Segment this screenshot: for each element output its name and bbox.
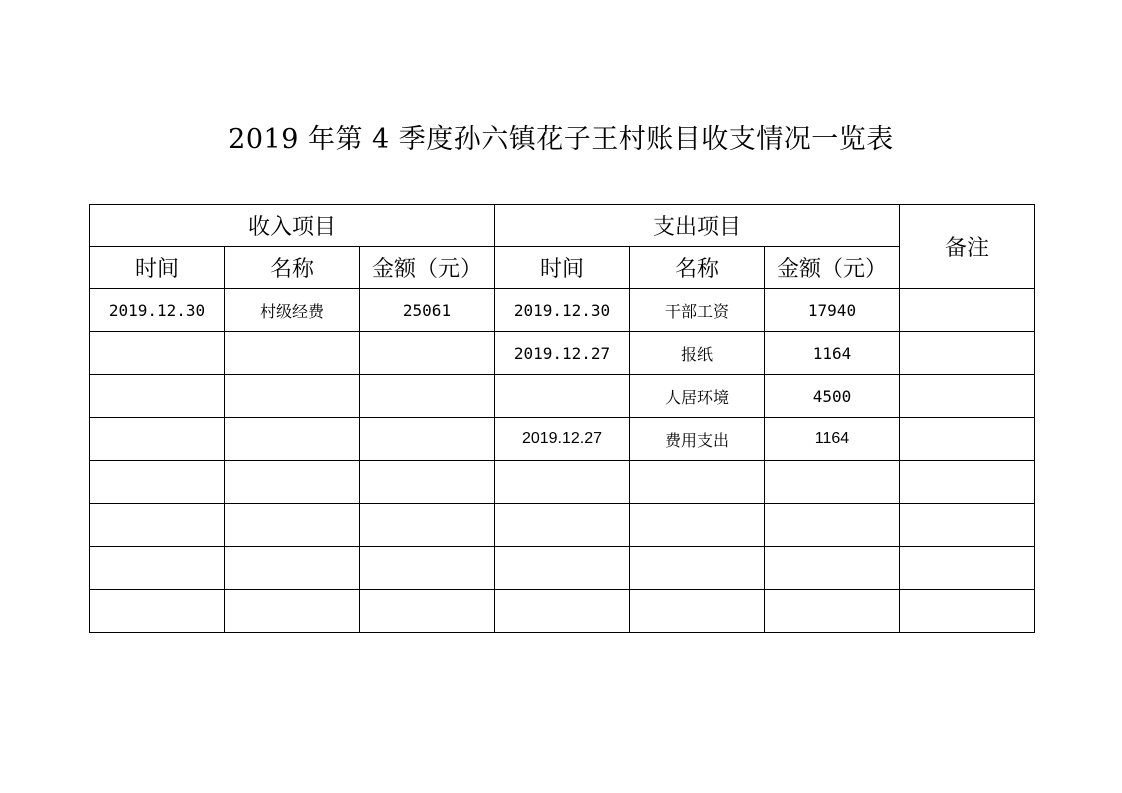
income-date-cell [90, 332, 225, 375]
income-name-cell [225, 332, 360, 375]
remark-cell [900, 375, 1035, 418]
table-row [90, 590, 1035, 633]
table-row [90, 332, 1035, 375]
expense-name-cell: 报纸 [630, 332, 765, 375]
expense-name-cell [630, 547, 765, 590]
income-amount-cell [360, 375, 495, 418]
remark-cell [900, 504, 1035, 547]
table-row [90, 418, 1035, 461]
income-amount-cell [360, 332, 495, 375]
expense-date-cell [495, 461, 630, 504]
table-row [90, 504, 1035, 547]
remark-cell [900, 418, 1035, 461]
income-date-header: 时间 [90, 247, 225, 289]
table-row [90, 375, 1035, 418]
expense-date-cell [495, 504, 630, 547]
expense-name-cell: 人居环境 [630, 375, 765, 418]
remark-cell [900, 461, 1035, 504]
income-name-cell [225, 590, 360, 633]
income-amount-cell: 25061 [360, 289, 495, 332]
expense-date-cell: 2019.12.27 [495, 332, 630, 375]
income-amount-cell [360, 590, 495, 633]
income-amount-cell [360, 418, 495, 461]
income-name-cell [225, 547, 360, 590]
group-header-row [90, 205, 1035, 247]
income-date-cell [90, 504, 225, 547]
expense-group-header: 支出项目 [495, 205, 900, 247]
expense-amount-cell [765, 547, 900, 590]
table-row [90, 289, 1035, 332]
expense-name-cell [630, 504, 765, 547]
table-row [90, 547, 1035, 590]
page-title: 2019 年第 4 季度孙六镇花子王村账目收支情况一览表 [228, 124, 894, 155]
expense-name-cell: 费用支出 [630, 418, 765, 461]
income-date-cell [90, 547, 225, 590]
ledger-table [89, 204, 1035, 633]
expense-name-header: 名称 [630, 247, 765, 289]
remark-cell [900, 547, 1035, 590]
income-name-cell [225, 504, 360, 547]
expense-amount-header: 金额（元） [765, 247, 900, 289]
income-date-cell: 2019.12.30 [90, 289, 225, 332]
income-date-cell [90, 461, 225, 504]
expense-date-cell [495, 375, 630, 418]
income-amount-cell [360, 461, 495, 504]
expense-date-cell [495, 547, 630, 590]
expense-name-cell [630, 461, 765, 504]
expense-amount-cell [765, 461, 900, 504]
table-row [90, 461, 1035, 504]
income-date-cell [90, 375, 225, 418]
expense-amount-cell: 1164 [765, 332, 900, 375]
remark-cell [900, 289, 1035, 332]
expense-amount-cell: 1164 [765, 418, 900, 461]
income-group-header: 收入项目 [90, 205, 495, 247]
column-header-row [90, 247, 1035, 289]
income-name-cell [225, 418, 360, 461]
income-amount-cell [360, 547, 495, 590]
expense-date-cell: 2019.12.30 [495, 289, 630, 332]
expense-date-cell [495, 590, 630, 633]
expense-date-cell: 2019.12.27 [495, 418, 630, 461]
income-name-cell [225, 375, 360, 418]
income-amount-header: 金额（元） [360, 247, 495, 289]
remark-cell [900, 332, 1035, 375]
expense-date-header: 时间 [495, 247, 630, 289]
income-name-header: 名称 [225, 247, 360, 289]
income-name-cell: 村级经费 [225, 289, 360, 332]
expense-name-cell: 干部工资 [630, 289, 765, 332]
expense-amount-cell: 4500 [765, 375, 900, 418]
income-date-cell [90, 590, 225, 633]
expense-name-cell [630, 590, 765, 633]
expense-amount-cell [765, 504, 900, 547]
expense-amount-cell: 17940 [765, 289, 900, 332]
remark-cell [900, 590, 1035, 633]
income-amount-cell [360, 504, 495, 547]
remark-header: 备注 [900, 205, 1035, 289]
income-date-cell [90, 418, 225, 461]
income-name-cell [225, 461, 360, 504]
expense-amount-cell [765, 590, 900, 633]
